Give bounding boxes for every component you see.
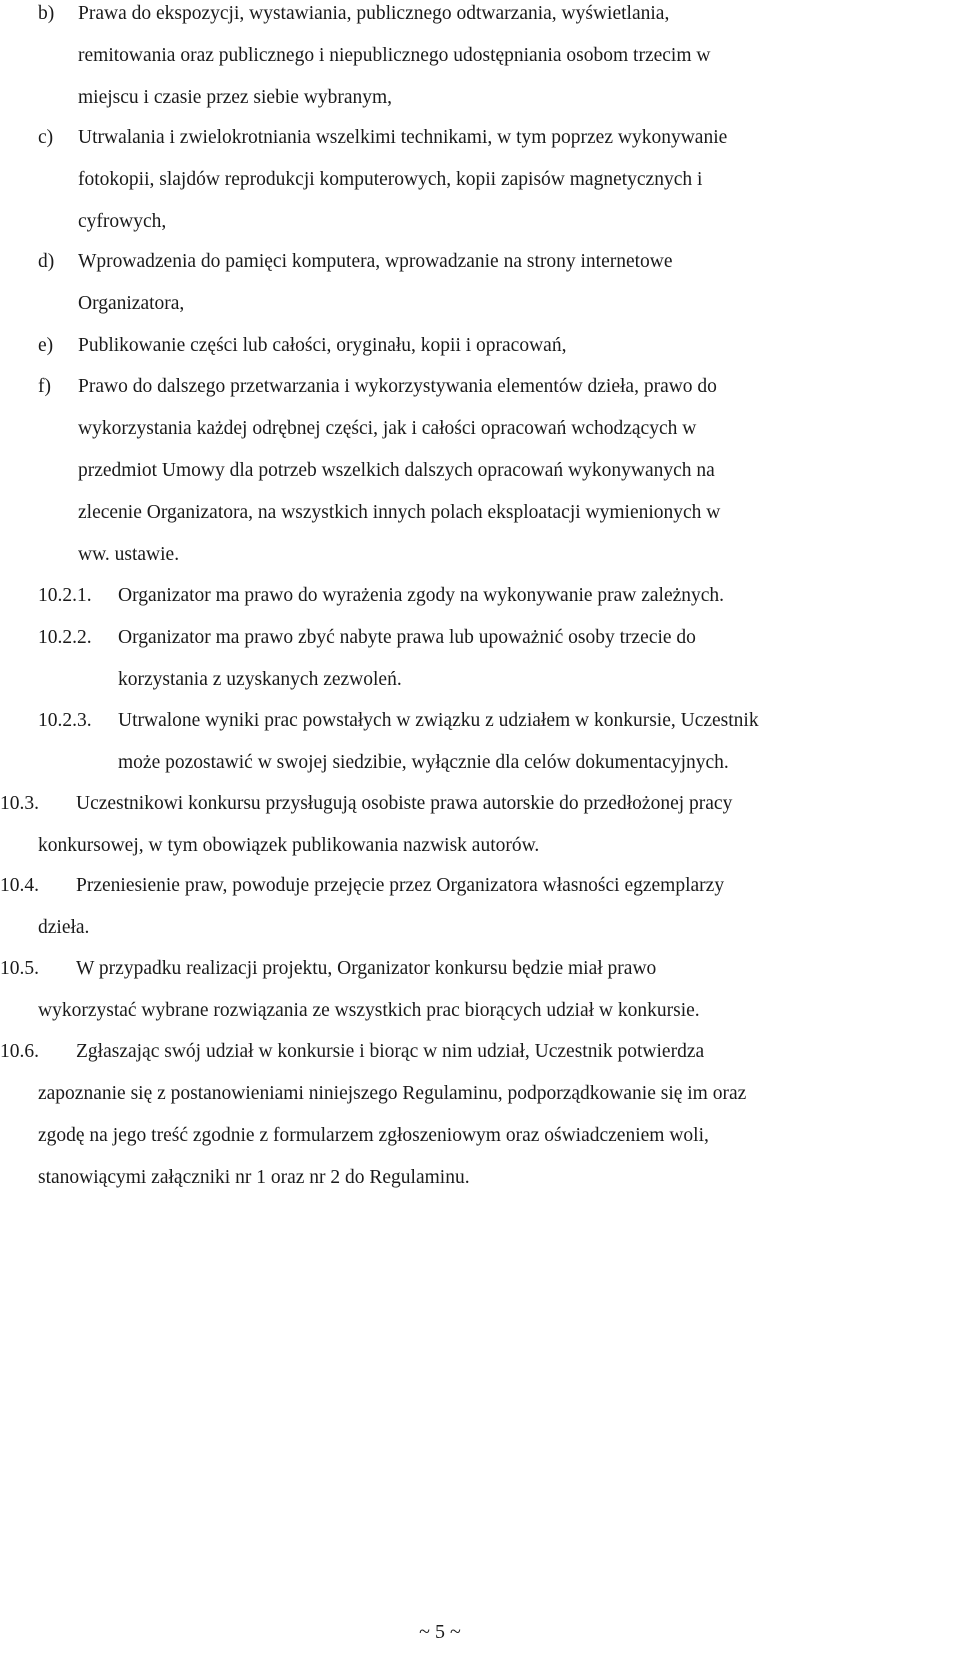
text-line: Przeniesienie praw, powoduje przejęcie przez Organizatora własności egzemplarzy bbox=[76, 875, 725, 896]
item-label: b) bbox=[38, 3, 55, 24]
text-line: Wprowadzenia do pamięci komputera, wprowadzanie na strony internetowe bbox=[78, 251, 673, 272]
item-label: e) bbox=[38, 335, 54, 356]
text-line: remitowania oraz publicznego i niepublicznego udostępniania osobom trzecim w bbox=[78, 45, 711, 66]
text-line: Prawa do ekspozycji, wystawiania, publicznego odtwarzania, wyświetlania, bbox=[78, 3, 670, 24]
text-line: może pozostawić w swojej siedzibie, wyłącznie dla celów dokumentacyjnych. bbox=[118, 752, 729, 773]
text-line: Organizator ma prawo do wyrażenia zgody na wykonywanie praw zależnych. bbox=[118, 585, 725, 606]
text-line: konkursowej, w tym obowiązek publikowania nazwisk autorów. bbox=[38, 835, 540, 856]
text-line: miejscu i czasie przez siebie wybranym, bbox=[78, 87, 393, 108]
text-line: zgodę na jego treść zgodnie z formularzem zgłoszeniowym oraz oświadczeniem woli, bbox=[38, 1125, 709, 1146]
text-line: zlecenie Organizatora, na wszystkich innych polach eksploatacji wymienionych w bbox=[78, 502, 721, 523]
section-number: 10.2.3. bbox=[38, 710, 92, 731]
text-line: zapoznanie się z postanowieniami niniejszego Regulaminu, podporządkowanie się im oraz bbox=[38, 1083, 747, 1104]
text-line: Uczestnikowi konkursu przysługują osobiste prawa autorskie do przedłożonej pracy bbox=[76, 793, 733, 814]
section-number: 10.3. bbox=[0, 793, 39, 814]
text-line: cyfrowych, bbox=[78, 211, 167, 232]
text-line: Organizator ma prawo zbyć nabyte prawa lub upoważnić osoby trzecie do bbox=[118, 627, 696, 648]
text-line: wykorzystać wybrane rozwiązania ze wszystkich prac biorących udział w konkursie. bbox=[38, 1000, 700, 1021]
section-number: 10.6. bbox=[0, 1041, 39, 1062]
text-line: korzystania z uzyskanych zezwoleń. bbox=[118, 669, 402, 690]
item-label: d) bbox=[38, 251, 55, 272]
item-label: c) bbox=[38, 127, 54, 148]
text-line: Organizatora, bbox=[78, 293, 185, 314]
text-line: Utrwalone wyniki prac powstałych w związku z udziałem w konkursie, Uczestnik bbox=[118, 710, 759, 731]
text-line: dzieła. bbox=[38, 917, 90, 938]
section-number: 10.4. bbox=[0, 875, 39, 896]
text-line: Publikowanie części lub całości, oryginału, kopii i opracowań, bbox=[78, 335, 567, 356]
section-number: 10.5. bbox=[0, 958, 39, 979]
page-number: ~ 5 ~ bbox=[419, 1621, 461, 1643]
section-number: 10.2.2. bbox=[38, 627, 92, 648]
item-label: f) bbox=[38, 376, 51, 397]
text-line: Zgłaszając swój udział w konkursie i biorąc w nim udział, Uczestnik potwierdza bbox=[76, 1041, 705, 1062]
text-line: Prawo do dalszego przetwarzania i wykorzystywania elementów dzieła, prawo do bbox=[78, 376, 717, 397]
text-line: przedmiot Umowy dla potrzeb wszelkich dalszych opracowań wykonywanych na bbox=[78, 460, 715, 481]
text-line: stanowiącymi załączniki nr 1 oraz nr 2 do Regulaminu. bbox=[38, 1167, 470, 1188]
text-line: Utrwalania i zwielokrotniania wszelkimi technikami, w tym poprzez wykonywanie bbox=[78, 127, 728, 148]
text-line: W przypadku realizacji projektu, Organizator konkursu będzie miał prawo bbox=[76, 958, 657, 979]
text-line: fotokopii, slajdów reprodukcji komputerowych, kopii zapisów magnetycznych i bbox=[78, 169, 703, 190]
text-line: ww. ustawie. bbox=[78, 544, 180, 565]
section-number: 10.2.1. bbox=[38, 585, 92, 606]
text-line: wykorzystania każdej odrębnej części, jak i całości opracowań wchodzących w bbox=[78, 418, 697, 439]
